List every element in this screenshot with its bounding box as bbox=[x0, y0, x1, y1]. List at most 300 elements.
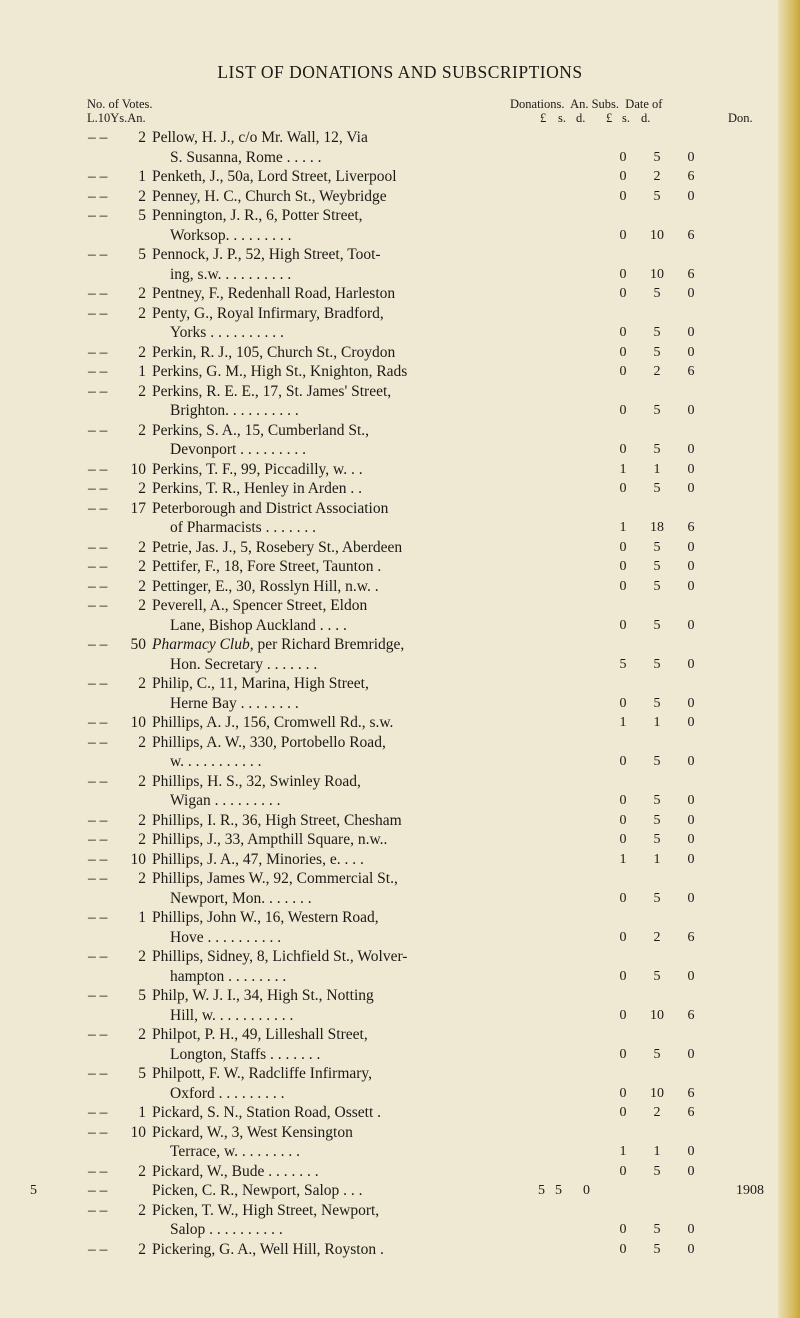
vote-dashes: – – bbox=[88, 1182, 108, 1199]
entry-line bbox=[0, 713, 800, 733]
vote-dashes: – – bbox=[88, 850, 108, 868]
subscription-shillings: 1 bbox=[653, 715, 661, 730]
subscription-pounds: 0 bbox=[619, 929, 627, 945]
list-item bbox=[0, 850, 800, 870]
subscription-pounds: 1 bbox=[619, 851, 627, 867]
list-item bbox=[0, 1103, 800, 1123]
votes-header-units: L.10Ys.An. bbox=[87, 111, 146, 125]
vote-count: 10 bbox=[130, 1123, 146, 1141]
subscription-pence: 0 bbox=[687, 754, 695, 769]
subscription-shillings: 5 bbox=[653, 1046, 661, 1062]
vote-dashes: – – bbox=[88, 1240, 108, 1258]
entry-line bbox=[0, 343, 800, 363]
list-item bbox=[0, 187, 800, 207]
list-item bbox=[0, 635, 800, 674]
entry-line bbox=[0, 908, 800, 928]
subscription-pence: 0 bbox=[687, 539, 695, 555]
subscription-shillings: 5 bbox=[653, 403, 661, 418]
vote-dashes: – – bbox=[88, 304, 108, 322]
entry-line bbox=[0, 1045, 800, 1065]
subscription-pence: 0 bbox=[687, 344, 695, 360]
vote-count: 2 bbox=[138, 304, 146, 322]
donation-pounds: 5 bbox=[538, 1183, 545, 1198]
subscription-shillings: 10 bbox=[650, 1085, 664, 1101]
subscription-pence: 0 bbox=[687, 715, 695, 730]
entry-name: Penney, H. C., Church St., Weybridge bbox=[152, 187, 387, 205]
subscription-pence: 0 bbox=[687, 968, 695, 984]
list-item bbox=[0, 1025, 800, 1064]
vote-count: 2 bbox=[138, 772, 146, 790]
subscription-pence: 0 bbox=[687, 851, 695, 867]
vote-dashes: – – bbox=[88, 1162, 108, 1180]
entry-continuation: ing, s.w. . . . . . . . . . bbox=[170, 265, 292, 283]
vote-count: 50 bbox=[130, 636, 146, 653]
vote-dashes: – – bbox=[88, 460, 108, 478]
subscription-pence: 0 bbox=[687, 1144, 695, 1159]
subscription-shillings: 2 bbox=[653, 364, 661, 379]
subscription-shillings: 5 bbox=[653, 812, 661, 828]
vote-dashes: – – bbox=[88, 558, 108, 575]
subscription-pounds: 0 bbox=[619, 266, 627, 282]
entry-name-italic: Pharmacy Club, bbox=[152, 636, 254, 653]
entry-line bbox=[0, 1103, 800, 1123]
subscription-pence: 0 bbox=[687, 793, 695, 808]
subscription-pounds: 0 bbox=[619, 1241, 627, 1257]
entry-line bbox=[0, 596, 800, 616]
subscription-shillings: 5 bbox=[653, 559, 661, 574]
entry-line bbox=[0, 986, 800, 1006]
entry-line bbox=[0, 538, 800, 558]
list-item bbox=[0, 479, 800, 499]
entry-continuation: Brighton. . . . . . . . . . bbox=[170, 402, 299, 419]
subscription-pence: 0 bbox=[687, 1163, 695, 1179]
entry-continuation: Oxford . . . . . . . . . bbox=[170, 1084, 285, 1102]
list-item bbox=[0, 947, 800, 986]
subscription-pounds: 0 bbox=[619, 539, 627, 555]
vote-count: 5 bbox=[138, 1065, 146, 1082]
vote-count: 1 bbox=[138, 909, 146, 926]
subscription-shillings: 5 bbox=[653, 188, 661, 204]
entry-line bbox=[0, 245, 800, 265]
vote-count: 1 bbox=[138, 1104, 146, 1121]
entry-name: Phillips, James W., 92, Commercial St., bbox=[152, 870, 398, 887]
subscription-pence: 0 bbox=[687, 559, 695, 574]
entry-continuation: Salop . . . . . . . . . . bbox=[170, 1221, 283, 1238]
subscription-pence: 0 bbox=[687, 832, 695, 847]
entry-line bbox=[0, 772, 800, 792]
votes-column-header bbox=[87, 97, 153, 125]
list-item bbox=[0, 343, 800, 363]
subscription-pence: 0 bbox=[687, 481, 695, 496]
subscription-shillings: 5 bbox=[653, 754, 661, 769]
entry-line bbox=[0, 947, 800, 967]
vote-dashes: – – bbox=[88, 382, 108, 400]
entry-continuation: Terrace, w. . . . . . . . . bbox=[170, 1143, 301, 1160]
subscription-shillings: 10 bbox=[650, 1007, 664, 1023]
entry-line bbox=[0, 323, 800, 343]
entry-continuation: Hove . . . . . . . . . . bbox=[170, 928, 282, 946]
vote-count: 2 bbox=[138, 733, 146, 751]
subscription-shillings: 5 bbox=[653, 832, 661, 847]
vote-dashes: – – bbox=[88, 343, 108, 361]
entry-continuation: S. Susanna, Rome . . . . . bbox=[170, 148, 322, 166]
subscription-pence: 6 bbox=[687, 520, 695, 535]
subscription-pence: 6 bbox=[687, 929, 695, 945]
entry-name: Pharmacy Club, per Richard Bremridge, bbox=[152, 636, 405, 653]
entry-name: Phillips, A. J., 156, Cromwell Rd., s.w. bbox=[152, 714, 394, 731]
subscription-pounds: 0 bbox=[619, 1163, 627, 1179]
subscription-pence: 0 bbox=[687, 812, 695, 828]
entry-continuation: of Pharmacists . . . . . . . bbox=[170, 519, 316, 536]
subscription-pounds: 0 bbox=[619, 1085, 627, 1101]
subscription-shillings: 2 bbox=[653, 929, 661, 945]
vote-count: 2 bbox=[138, 597, 146, 614]
subscription-pence: 0 bbox=[687, 286, 695, 301]
subscription-pounds: 0 bbox=[619, 188, 627, 204]
list-item bbox=[0, 577, 800, 597]
list-item bbox=[0, 869, 800, 908]
subscription-shillings: 5 bbox=[653, 539, 661, 555]
vote-count: 1 bbox=[138, 168, 146, 185]
vote-dashes: – – bbox=[88, 811, 108, 829]
vote-dashes: – – bbox=[88, 538, 108, 556]
list-item bbox=[0, 284, 800, 304]
vote-dashes: – – bbox=[88, 1123, 108, 1141]
subscription-shillings: 1 bbox=[653, 1144, 661, 1159]
entry-line bbox=[0, 304, 800, 324]
list-item bbox=[0, 245, 800, 284]
subscription-pounds: 0 bbox=[619, 1046, 627, 1062]
entry-name: Peverell, A., Spencer Street, Eldon bbox=[152, 597, 368, 614]
entry-continuation: Worksop. . . . . . . . . bbox=[170, 226, 292, 244]
vote-dashes: – – bbox=[88, 987, 108, 1004]
entry-line bbox=[0, 830, 800, 850]
entry-continuation: Wigan . . . . . . . . . bbox=[170, 792, 281, 809]
subscription-pounds: 0 bbox=[619, 169, 627, 184]
entry-continuation: Longton, Staffs . . . . . . . bbox=[170, 1045, 321, 1063]
vote-dashes: – – bbox=[88, 168, 108, 185]
subscription-pence: 0 bbox=[687, 188, 695, 204]
entry-line bbox=[0, 1240, 800, 1260]
subscription-pounds: 0 bbox=[619, 442, 627, 457]
subscription-pounds: 0 bbox=[619, 344, 627, 360]
entry-line bbox=[0, 421, 800, 441]
entry-name: Pennington, J. R., 6, Potter Street, bbox=[152, 207, 363, 224]
vote-dashes: – – bbox=[88, 870, 108, 887]
subscription-shillings: 5 bbox=[653, 656, 661, 672]
subscription-pounds: 0 bbox=[619, 793, 627, 808]
vote-count: 2 bbox=[138, 870, 146, 887]
subscription-shillings: 5 bbox=[653, 617, 661, 633]
subscription-shillings: 10 bbox=[650, 266, 664, 282]
subscription-shillings: 5 bbox=[653, 890, 661, 906]
entry-line bbox=[0, 499, 800, 519]
amount-columns-label: Donations. An. Subs. Date of bbox=[510, 97, 663, 111]
subscription-pounds: 0 bbox=[619, 578, 627, 594]
donation-date: 1908 bbox=[736, 1183, 764, 1198]
subscription-shillings: 5 bbox=[653, 695, 661, 711]
vote-dashes: – – bbox=[88, 187, 108, 205]
subscription-pounds: 1 bbox=[619, 520, 627, 535]
entry-continuation: hampton . . . . . . . . bbox=[170, 967, 287, 985]
subscription-pence: 0 bbox=[687, 695, 695, 711]
entry-line bbox=[0, 1162, 800, 1182]
vote-count: 2 bbox=[138, 480, 146, 497]
entry-continuation: Lane, Bishop Auckland . . . . bbox=[170, 616, 347, 634]
list-item bbox=[0, 362, 800, 382]
list-item bbox=[0, 1064, 800, 1103]
entry-line bbox=[0, 128, 800, 148]
subscription-pence: 0 bbox=[687, 461, 695, 477]
entry-name: Phillips, John W., 16, Western Road, bbox=[152, 909, 379, 926]
vote-dashes: – – bbox=[88, 675, 108, 692]
entry-continuation: Herne Bay . . . . . . . . bbox=[170, 694, 299, 712]
vote-count: 10 bbox=[130, 460, 146, 478]
list-item bbox=[0, 1201, 800, 1240]
list-item bbox=[0, 733, 800, 772]
list-item bbox=[0, 772, 800, 811]
subscription-pounds: 0 bbox=[619, 149, 627, 165]
subscription-pence: 0 bbox=[687, 442, 695, 457]
entry-name: Pickard, W., 3, West Kensington bbox=[152, 1123, 353, 1141]
subscription-pence: 0 bbox=[687, 325, 695, 340]
entry-line bbox=[0, 635, 800, 655]
subscription-pence: 0 bbox=[687, 403, 695, 418]
list-item bbox=[0, 674, 800, 713]
subscription-pounds: 0 bbox=[619, 968, 627, 984]
subscription-pounds: 1 bbox=[619, 1144, 627, 1159]
subscription-pounds: 0 bbox=[619, 559, 627, 574]
entry-name: Picken, C. R., Newport, Salop . . . bbox=[152, 1182, 363, 1199]
entry-line bbox=[0, 1201, 800, 1221]
entry-line bbox=[0, 967, 800, 987]
subscription-shillings: 5 bbox=[653, 968, 661, 984]
entry-continuation: Devonport . . . . . . . . . bbox=[170, 441, 307, 458]
entry-name: Philp, W. J. I., 34, High St., Notting bbox=[152, 987, 374, 1004]
vote-dashes: – – bbox=[88, 714, 108, 731]
list-item bbox=[0, 499, 800, 538]
subscription-pounds: 0 bbox=[619, 695, 627, 711]
entry-line bbox=[0, 148, 800, 168]
entry-continuation: Yorks . . . . . . . . . . bbox=[170, 324, 284, 341]
list-item bbox=[0, 304, 800, 343]
vote-count: 2 bbox=[138, 1201, 146, 1219]
entry-name: Philpot, P. H., 49, Lilleshall Street, bbox=[152, 1026, 368, 1043]
vote-count: 2 bbox=[138, 577, 146, 595]
entry-name: Phillips, H. S., 32, Swinley Road, bbox=[152, 772, 361, 790]
subscription-pounds: 0 bbox=[619, 325, 627, 340]
list-item bbox=[0, 713, 800, 733]
vote-count: 1 bbox=[138, 363, 146, 380]
subscription-pence: 0 bbox=[687, 1046, 695, 1062]
subscription-shillings: 5 bbox=[653, 286, 661, 301]
entry-name: Pettinger, E., 30, Rosslyn Hill, n.w. . bbox=[152, 577, 379, 595]
vote-dashes: – – bbox=[88, 129, 108, 146]
subscription-shillings: 5 bbox=[653, 1241, 661, 1257]
entry-line bbox=[0, 557, 800, 577]
vote-count: 10 bbox=[130, 714, 146, 731]
entry-line bbox=[0, 1142, 800, 1162]
vote-count: 2 bbox=[138, 558, 146, 575]
subscription-pounds: 1 bbox=[619, 461, 627, 477]
vote-dashes: – – bbox=[88, 363, 108, 380]
vote-dashes: – – bbox=[88, 499, 108, 517]
subscription-pounds: 0 bbox=[619, 364, 627, 379]
unit-date: Don. bbox=[728, 111, 753, 125]
subscription-pence: 0 bbox=[687, 149, 695, 165]
vote-count: 5 bbox=[138, 207, 146, 224]
list-item bbox=[0, 167, 800, 187]
page-title: LIST OF DONATIONS AND SUBSCRIPTIONS bbox=[217, 62, 583, 82]
entry-line bbox=[0, 226, 800, 246]
vote-dashes: – – bbox=[88, 1201, 108, 1219]
entry-name: Pickard, W., Bude . . . . . . . bbox=[152, 1162, 319, 1180]
subscription-pence: 6 bbox=[687, 1105, 695, 1120]
entry-name: Pettifer, F., 18, Fore Street, Taunton . bbox=[152, 558, 382, 575]
entry-line bbox=[0, 752, 800, 772]
vote-dashes: – – bbox=[88, 772, 108, 790]
list-item bbox=[0, 986, 800, 1025]
subscription-pence: 0 bbox=[687, 656, 695, 672]
entry-name: Penketh, J., 50a, Lord Street, Liverpool bbox=[152, 168, 397, 185]
donation-list bbox=[0, 128, 800, 1259]
list-item bbox=[0, 382, 800, 421]
votes-header-label: No. of Votes. bbox=[87, 97, 153, 111]
entry-continuation: Newport, Mon. . . . . . . bbox=[170, 889, 312, 907]
entry-name: Perkins, T. F., 99, Piccadilly, w. . . bbox=[152, 460, 363, 478]
subscription-pence: 6 bbox=[687, 169, 695, 184]
entry-name: Phillips, Sidney, 8, Lichfield St., Wolver- bbox=[152, 948, 408, 965]
entry-line bbox=[0, 694, 800, 714]
vote-dashes: – – bbox=[88, 246, 108, 263]
subscription-pence: 6 bbox=[687, 364, 695, 379]
vote-count: 5 bbox=[138, 246, 146, 263]
vote-count: 2 bbox=[138, 538, 146, 556]
entry-line bbox=[0, 167, 800, 187]
list-item bbox=[0, 830, 800, 850]
vote-count: 2 bbox=[138, 811, 146, 829]
entry-name: Pickering, G. A., Well Hill, Royston . bbox=[152, 1240, 384, 1258]
vote-count: 2 bbox=[138, 675, 146, 692]
vote-dashes: – – bbox=[88, 1104, 108, 1121]
vote-count: 2 bbox=[138, 187, 146, 205]
subscription-pence: 0 bbox=[687, 1241, 695, 1257]
subscription-shillings: 5 bbox=[653, 344, 661, 360]
subscription-pounds: 0 bbox=[619, 890, 627, 906]
entry-line bbox=[0, 1181, 800, 1201]
subscription-pounds: 0 bbox=[619, 1007, 627, 1023]
entry-continuation: w. . . . . . . . . . . bbox=[170, 753, 262, 770]
donation-shillings: 5 bbox=[555, 1183, 562, 1198]
entry-line bbox=[0, 811, 800, 831]
list-item bbox=[0, 1123, 800, 1162]
entry-line bbox=[0, 1123, 800, 1143]
entry-name: Petrie, Jas. J., 5, Rosebery St., Aberdeen bbox=[152, 538, 403, 556]
entry-name: Philpott, F. W., Radcliffe Infirmary, bbox=[152, 1065, 373, 1082]
vote-count: 2 bbox=[138, 285, 146, 302]
vote-dashes: – – bbox=[88, 733, 108, 751]
subscription-pence: 6 bbox=[687, 227, 695, 243]
vote-dashes: – – bbox=[88, 909, 108, 926]
entry-name: Perkins, R. E. E., 17, St. James' Street, bbox=[152, 382, 392, 400]
vote-dashes: – – bbox=[88, 577, 108, 595]
entry-name: Philip, C., 11, Marina, High Street, bbox=[152, 675, 369, 692]
vote-count: 10 bbox=[130, 850, 146, 868]
vote-dashes: – – bbox=[88, 285, 108, 302]
entry-line bbox=[0, 791, 800, 811]
subscription-pence: 0 bbox=[687, 617, 695, 633]
vote-count: 2 bbox=[138, 382, 146, 400]
subscription-pounds: 0 bbox=[619, 812, 627, 828]
unit-sub-shillings: s. bbox=[622, 111, 630, 125]
subscription-shillings: 1 bbox=[653, 461, 661, 477]
entry-line bbox=[0, 518, 800, 538]
entry-line bbox=[0, 655, 800, 675]
entry-line bbox=[0, 1006, 800, 1026]
unit-don-shillings: s. bbox=[558, 111, 566, 125]
entry-line bbox=[0, 187, 800, 207]
subscription-pounds: 0 bbox=[619, 754, 627, 769]
vote-count: 2 bbox=[138, 1026, 146, 1043]
subscription-shillings: 2 bbox=[653, 1105, 661, 1120]
vote-count: 2 bbox=[138, 1162, 146, 1180]
entry-line bbox=[0, 1025, 800, 1045]
subscription-pounds: 0 bbox=[619, 832, 627, 847]
vote-count: 2 bbox=[138, 343, 146, 361]
entry-name: Phillips, I. R., 36, High Street, Chesham bbox=[152, 811, 402, 829]
list-item bbox=[0, 206, 800, 245]
subscription-pence: 6 bbox=[687, 1007, 695, 1023]
subscription-shillings: 5 bbox=[653, 1222, 661, 1237]
entry-line bbox=[0, 206, 800, 226]
entry-line bbox=[0, 479, 800, 499]
subscription-shillings: 10 bbox=[650, 227, 664, 243]
subscription-shillings: 5 bbox=[653, 578, 661, 594]
vote-count: 2 bbox=[138, 421, 146, 439]
vote-dashes: – – bbox=[88, 421, 108, 439]
list-item bbox=[0, 1162, 800, 1182]
entry-name: Picken, T. W., High Street, Newport, bbox=[152, 1201, 380, 1219]
list-item bbox=[0, 1240, 800, 1260]
entry-name: Perkins, S. A., 15, Cumberland St., bbox=[152, 421, 370, 439]
subscription-shillings: 5 bbox=[653, 1163, 661, 1179]
entry-name: Pentney, F., Redenhall Road, Harleston bbox=[152, 285, 396, 302]
entry-line bbox=[0, 460, 800, 480]
subscription-pence: 6 bbox=[687, 266, 695, 282]
entry-name: Perkins, T. R., Henley in Arden . . bbox=[152, 480, 362, 497]
entry-line bbox=[0, 401, 800, 421]
subscription-shillings: 5 bbox=[653, 442, 661, 457]
entry-line bbox=[0, 1084, 800, 1104]
list-item bbox=[0, 1181, 800, 1201]
list-item bbox=[0, 811, 800, 831]
vote-count: 5 bbox=[138, 987, 146, 1004]
vote-dashes: – – bbox=[88, 597, 108, 614]
subscription-shillings: 5 bbox=[653, 481, 661, 496]
subscription-pence: 0 bbox=[687, 890, 695, 906]
subscription-pounds: 1 bbox=[619, 715, 627, 730]
entry-line bbox=[0, 674, 800, 694]
entry-line bbox=[0, 869, 800, 889]
subscription-shillings: 2 bbox=[653, 169, 661, 184]
entry-name: Pennock, J. P., 52, High Street, Toot- bbox=[152, 246, 381, 263]
entry-name: Perkin, R. J., 105, Church St., Croydon bbox=[152, 343, 396, 361]
entry-line bbox=[0, 928, 800, 948]
entry-line bbox=[0, 265, 800, 285]
entry-name: Phillips, A. W., 330, Portobello Road, bbox=[152, 733, 386, 751]
list-item bbox=[0, 128, 800, 167]
amount-columns-header bbox=[510, 97, 772, 111]
